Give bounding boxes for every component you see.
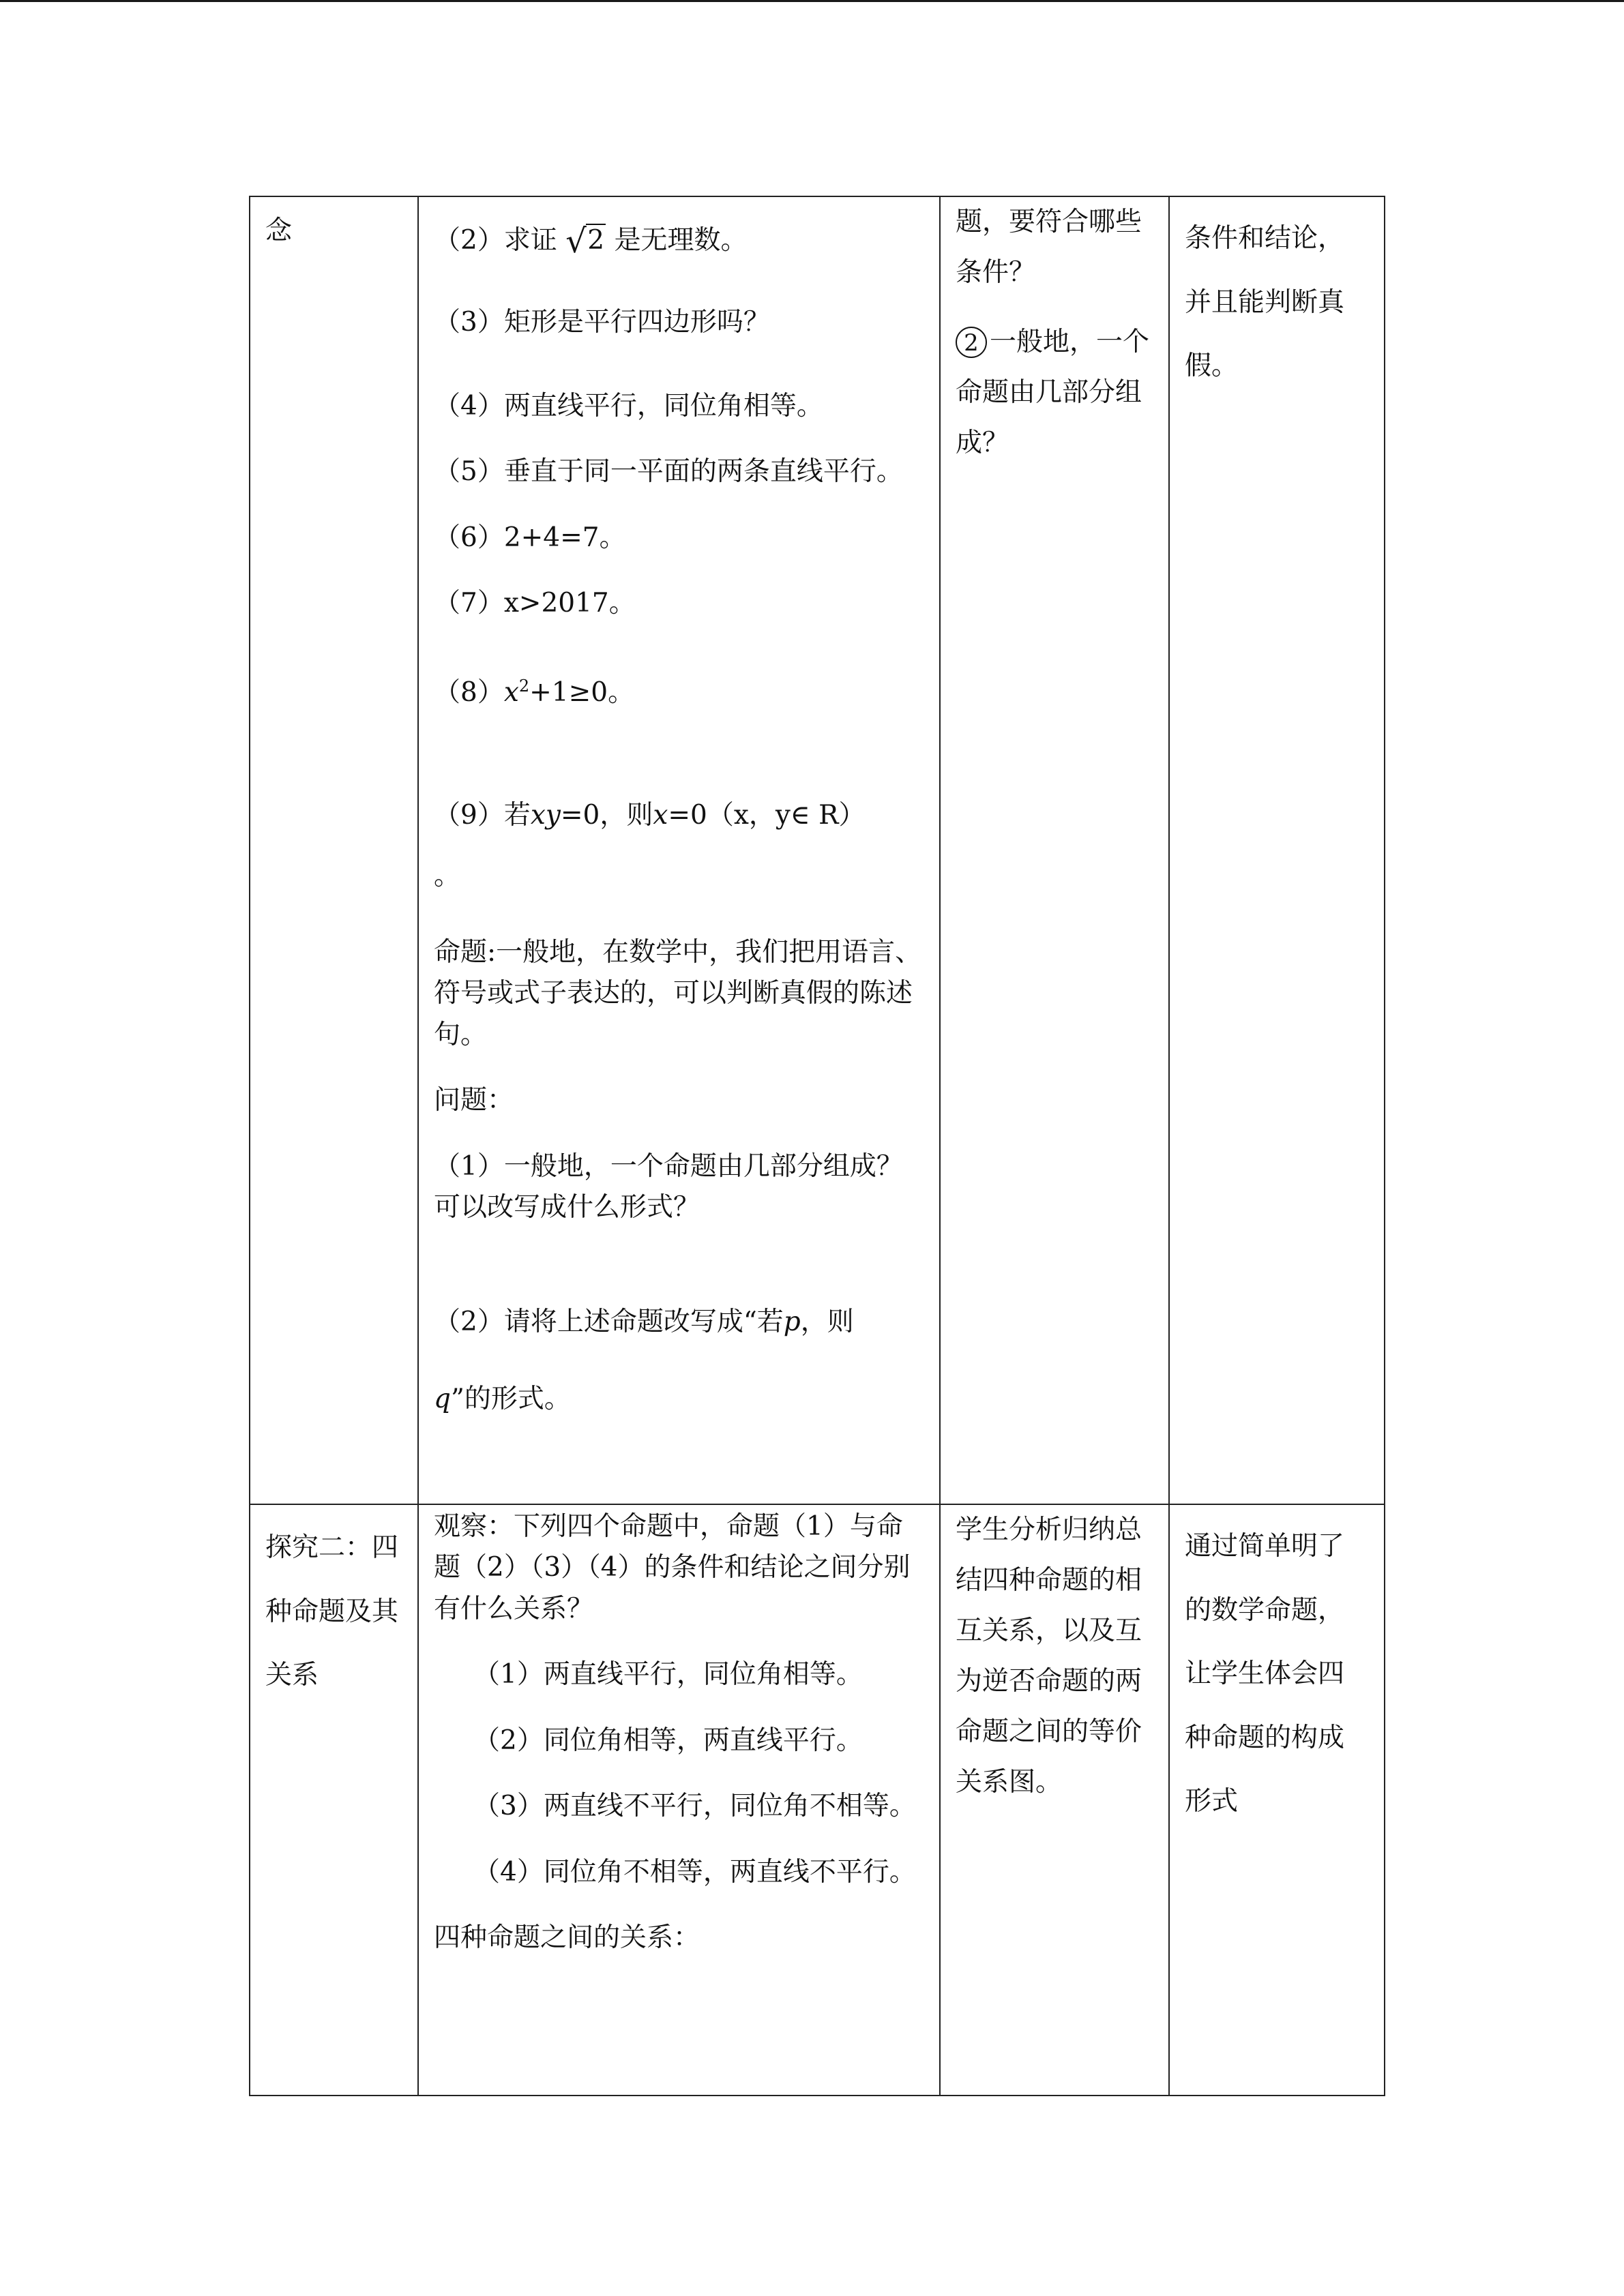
question-label: 问题： (434, 1085, 514, 1116)
proposition-3: （3）两直线不平行，同位角不相等。 (473, 1791, 916, 1822)
row2-stage-cell (250, 1504, 418, 2096)
item-8: $(8)x^2+1\ge 0$。 (434, 676, 635, 708)
question-2: （2）请将上述命题改写成“若p，则 q”的形式。 (434, 1306, 854, 1414)
table-row (250, 1504, 1385, 2096)
activity-text-1: 题，要符合哪些条件？ (956, 207, 1142, 288)
relation-label: 四种命题之间的关系： (434, 1922, 700, 1954)
row2-content-cell (418, 1504, 940, 2096)
proposition-1: （1）两直线平行，同位角相等。 (473, 1659, 863, 1690)
row1-stage-cell (250, 196, 418, 1504)
page-top-border (0, 0, 1624, 2)
row2-student-activity-cell (940, 1504, 1169, 2096)
observation-intro: 观察：下列四个命题中，命题（1）与命题（2）（3）（4）的条件和结论之间分别有什么关系？ (434, 1511, 911, 1624)
sqrt-expression: √ 2 (565, 222, 605, 260)
stage-label: 念 (265, 215, 293, 246)
item-2: （2）求证 √ 2 是无理数。 (434, 220, 924, 261)
stage-label-2: 探究二：四种命题及其关系 (265, 1532, 399, 1691)
item-3: （3）矩形是平行四边形吗？ (434, 307, 770, 338)
design-intent-text: 条件和结论，并且能判断真假。 (1185, 223, 1345, 382)
question-1: （1）一般地，一个命题由几部分组成？可以改写成什么形式？ (434, 1150, 903, 1223)
proposition-2: （2）同位角相等，两直线平行。 (473, 1725, 863, 1756)
row1-design-intent-cell (1169, 196, 1385, 1504)
row2-design-intent-cell (1169, 1504, 1385, 2096)
circled-number: 2 (956, 327, 987, 358)
item-9-tail: 。 (434, 860, 461, 891)
activity-text-3: 学生分析归纳总结四种命题的相互关系，以及互为逆否命题的两命题之间的等价关系图。 (956, 1515, 1142, 1798)
row1-content-cell (418, 196, 940, 1504)
item-6: （6）2+4=7。 (434, 522, 626, 553)
item-4: （4）两直线平行，同位角相等。 (434, 390, 823, 421)
row1-student-activity-cell (940, 196, 1169, 1504)
item-9: （9）若xy=0，则x=0（x，y∈ R） (434, 800, 866, 831)
proposition-definition: 命题:一般地，在数学中，我们把用语言、符号或式子表达的，可以判断真假的陈述句。 (434, 936, 922, 1050)
activity-text-2: 2 一般地，一个命题由几部分组成？ (956, 327, 1150, 459)
item-7: （7）x>2017。 (434, 588, 636, 619)
lesson-plan-table (249, 196, 1385, 2096)
item-5: （5）垂直于同一平面的两条直线平行。 (434, 456, 903, 488)
design-intent-text-2: 通过简单明了的数学命题，让学生体会四种命题的构成形式 (1185, 1531, 1345, 1817)
proposition-4: （4）同位角不相等，两直线不平行。 (473, 1856, 916, 1888)
table-row (250, 196, 1385, 1504)
